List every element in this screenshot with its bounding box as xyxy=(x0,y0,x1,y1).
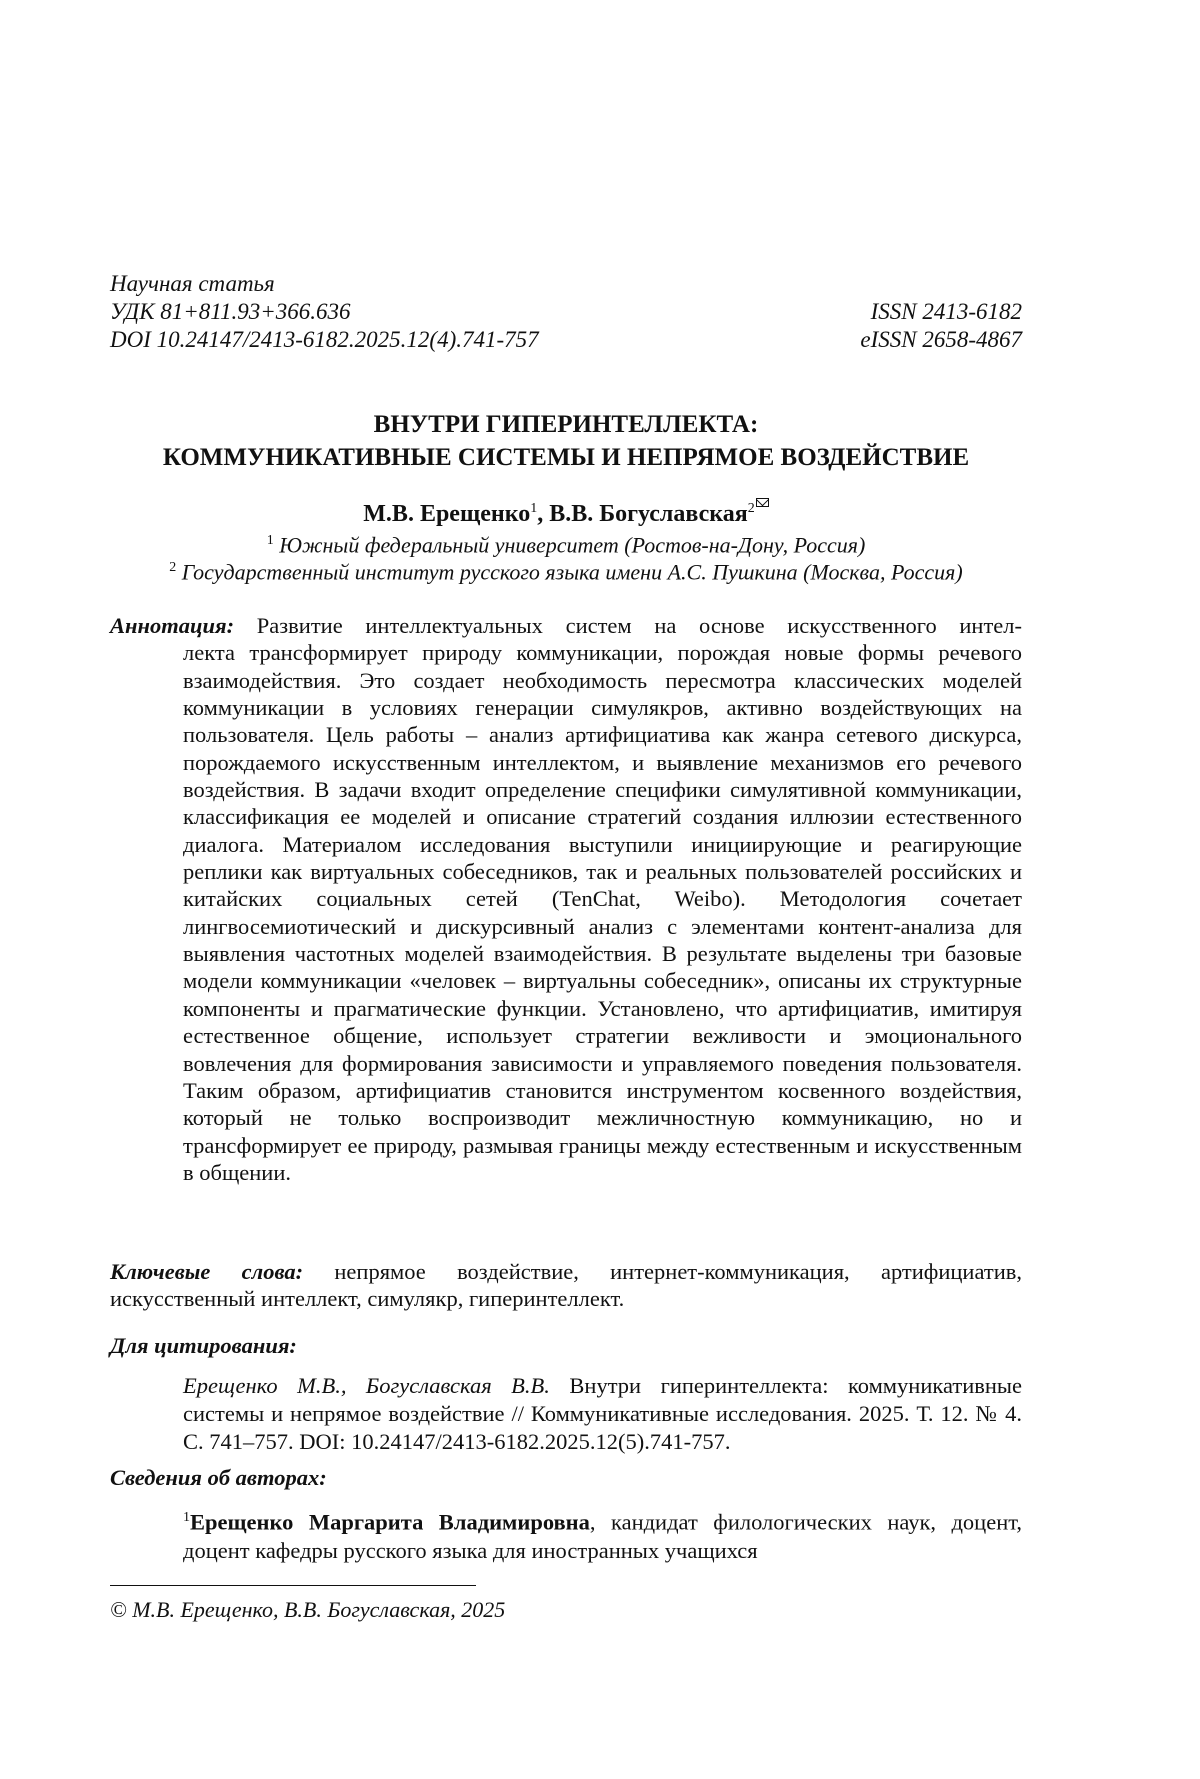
citation xyxy=(183,1372,1022,1456)
udk-code: УДК 81+811.93+366.636 xyxy=(110,299,351,324)
affiliation-1-mark: 1 xyxy=(266,533,274,548)
affiliation-1-text: Южный федеральный университет (Ростов-на-Дону, Россия) xyxy=(279,532,866,558)
article-type: Научная статья xyxy=(110,271,275,296)
title-line-1: ВНУТРИ ГИПЕРИНТЕЛЛЕКТА: xyxy=(373,411,759,438)
author-1: М.В. Ерещенко xyxy=(363,501,531,527)
keywords-text: непрямое воздействие, интернет-коммуникация, артифициатив, искусственный интеллект, симулякр, гиперинтеллект. xyxy=(110,1259,1022,1311)
author-2: В.В. Богуславская xyxy=(549,501,748,527)
keywords-label: Ключевые слова: xyxy=(110,1259,304,1284)
abstract-first-line: Развитие интеллектуальных систем на основе искусственного интел- xyxy=(256,613,1022,638)
citation-text: Внутри гиперинтеллекта: коммуникативные системы и непрямое воздействие // Коммуникативные исследования. 2025. Т. 12. № 4. С. 741–757. DOI: 10.24147/2413-6182.2025.12(5).741-757. xyxy=(183,1373,1023,1454)
article-metadata xyxy=(110,270,1022,354)
about-authors xyxy=(183,1504,1022,1565)
author-list xyxy=(110,494,1022,529)
citation-authors: Ерещенко М.В., Богуславская В.В. xyxy=(183,1373,550,1398)
author-full-name: Ерещенко Маргарита Владимировна xyxy=(190,1509,590,1535)
envelope-icon[interactable] xyxy=(756,498,769,507)
eissn: eISSN 2658-4867 xyxy=(860,327,1022,352)
abstract-label: Аннотация: xyxy=(110,613,235,638)
copyright: © М.В. Ерещенко, В.В. Богуславская, 2025 xyxy=(110,1597,506,1622)
abstract-text: лекта трансформирует природу коммуникации, порождая новые формы речевого взаимодействия. Это создает необходимость пересмотра классических моделей коммуникации в условиях генерации симулякров, активно воздействующих на пользователя. Цель работы – анализ артифициатива как жанра сетевого дискурса, порождаемого искусственным интеллектом, и выявление механизмов его речевого воздействия. В задачи входит определение специфики симулятивной коммуникации, классификация ее моделей и описание стратегий создания иллюзии естественного диалога. Материалом исследования выступили инициирующие и реагирующие реплики как виртуальных собеседников, так и реальных пользователей российских и китайских социальных сетей (TenChat, Weibo). Методология сочетает лингвосемиотический и дискурсивный анализ с элементами контент-анализа для выявления частотных моделей взаимодействия. В результате выделены три базовые модели коммуникации «человек – виртуальны собеседник», описаны их структурные компоненты и прагматические функции. Установлено, что артифициатив, имитируя естественное общение, использует стратегии вежливости и эмоционального вовлечения для формирования зависимости и управляемого поведения пользователя. Таким образом, артифициатив становится инструментом косвенного воздействия, который не только воспроизводит межличностную коммуникацию, но и трансформирует ее природу, размывая границы между естественным и искусственным в общении. xyxy=(183,640,1022,1185)
doi[interactable]: DOI 10.24147/2413-6182.2025.12(4).741-757 xyxy=(110,327,539,352)
about-authors-mark: 1 xyxy=(183,1510,190,1525)
title-line-2: КОММУНИКАТИВНЫЕ СИСТЕМЫ И НЕПРЯМОЕ ВОЗДЕЙСТВИЕ xyxy=(162,444,970,471)
article-title xyxy=(110,408,1022,474)
affiliation-2-text: Государственный институт русского языка имени А.С. Пушкина (Москва, Россия) xyxy=(181,559,963,585)
affiliation-2-mark: 2 xyxy=(169,560,177,575)
affiliation-2 xyxy=(110,554,1022,585)
citation-heading: Для цитирования: xyxy=(110,1333,297,1358)
author-1-affil-mark: 1 xyxy=(530,501,538,516)
about-authors-heading: Сведения об авторах: xyxy=(110,1465,327,1490)
author-separator: , xyxy=(537,501,550,527)
footnote-divider xyxy=(110,1585,476,1586)
keywords xyxy=(110,1258,1022,1312)
issn: ISSN 2413-6182 xyxy=(870,299,1022,324)
author-credentials: , кандидат филологических наук, доцент, доцент кафедры русского языка для иностранных учащихся xyxy=(183,1509,1023,1563)
author-2-affil-mark: 2 xyxy=(747,501,755,516)
abstract xyxy=(110,612,1022,1186)
